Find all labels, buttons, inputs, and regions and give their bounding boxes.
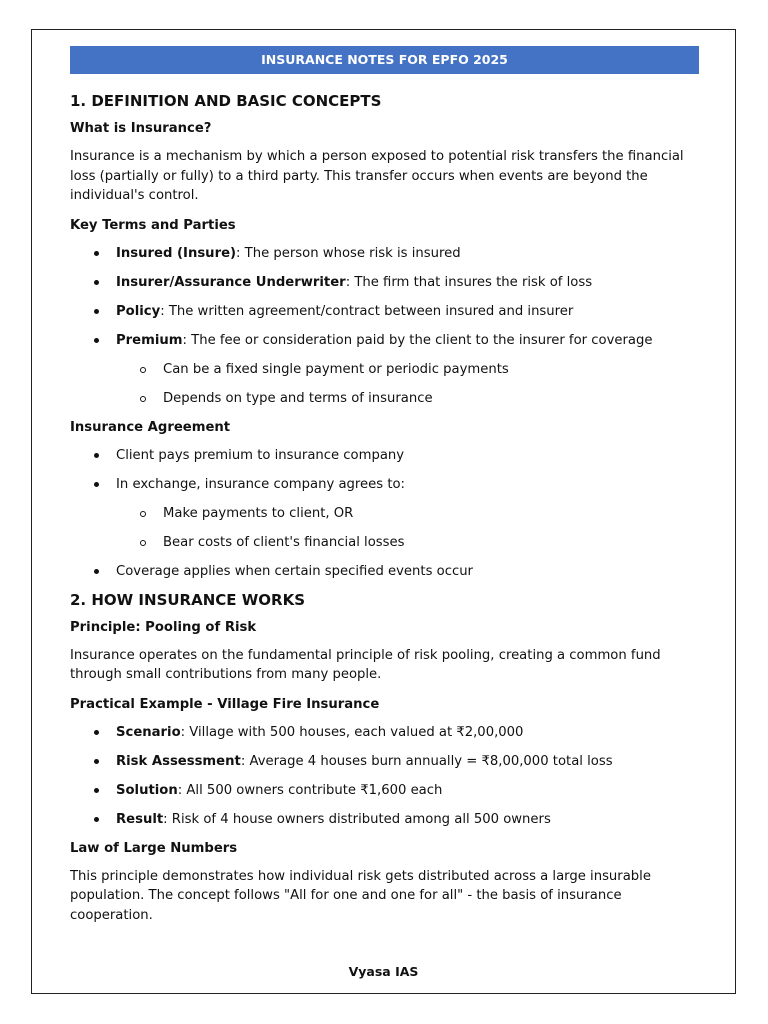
- term-description: : Average 4 houses burn annually = ₹8,00,000 total loss: [240, 753, 613, 769]
- what-is-insurance-subheading: What is Insurance?: [70, 121, 212, 136]
- term-description: : The person whose risk is insured: [236, 245, 461, 261]
- list-item: In exchange, insurance company agrees to:: [70, 475, 700, 495]
- term-label: Insured (Insure): [116, 245, 237, 261]
- list-item: [70, 752, 700, 772]
- list-item: [70, 244, 700, 264]
- example-list: [70, 723, 700, 830]
- list-item: [70, 302, 700, 322]
- list-item: [70, 723, 700, 743]
- term-description: : The firm that insures the risk of loss: [345, 274, 593, 290]
- term-label: Policy: [116, 303, 161, 319]
- list-item: [70, 331, 700, 351]
- sub-list-item: Bear costs of client's financial losses: [70, 533, 700, 553]
- sub-list-item: Depends on type and terms of insurance: [70, 389, 700, 409]
- term-label: Result: [116, 811, 164, 827]
- list-item: [70, 781, 700, 801]
- footer-text: Vyasa IAS: [348, 964, 419, 979]
- example-subheading: Practical Example - Village Fire Insurance: [70, 696, 380, 712]
- term-label: Scenario: [116, 724, 181, 740]
- pooling-paragraph: Insurance operates on the fundamental principle of risk pooling, creating a common fund through small contributions from many people.: [70, 647, 661, 682]
- term-description: : The fee or consideration paid by the client to the insurer for coverage: [182, 332, 653, 348]
- insurance-agreement-list: [70, 446, 700, 582]
- document-content: [70, 86, 700, 935]
- page-frame: [31, 29, 736, 994]
- insurance-agreement-subheading: Insurance Agreement: [70, 419, 231, 435]
- term-description: : All 500 owners contribute ₹1,600 each: [177, 782, 443, 798]
- list-item: [70, 810, 700, 830]
- section-2-heading: 2. HOW INSURANCE WORKS: [70, 590, 306, 609]
- pooling-subheading: Principle: Pooling of Risk: [70, 619, 257, 635]
- term-description: : Risk of 4 house owners distributed among all 500 owners: [163, 811, 551, 827]
- sub-list-item: Can be a fixed single payment or periodic payments: [70, 360, 700, 380]
- term-label: Solution: [116, 782, 178, 798]
- term-label: Premium: [116, 332, 183, 348]
- list-item: Client pays premium to insurance company: [70, 446, 700, 466]
- what-is-insurance-paragraph: Insurance is a mechanism by which a person exposed to potential risk transfers the financial loss (partially or fully) to a third party. This transfer occurs when events are beyond the individual's control.: [70, 149, 684, 203]
- key-terms-list: [70, 244, 700, 409]
- key-terms-subheading: Key Terms and Parties: [70, 217, 236, 233]
- large-numbers-subheading: Law of Large Numbers: [70, 840, 238, 856]
- large-numbers-paragraph: This principle demonstrates how individual risk gets distributed across a large insurable population. The concept follows "All for one and one for all" - the basis of insurance cooperation.: [70, 868, 651, 923]
- sub-list-item: Make payments to client, OR: [70, 504, 700, 524]
- term-description: : The written agreement/contract between insured and insurer: [160, 303, 574, 319]
- term-label: Insurer/Assurance Underwriter: [116, 274, 346, 290]
- list-item: Coverage applies when certain specified events occur: [70, 562, 700, 582]
- term-description: : Village with 500 houses, each valued at ₹2,00,000: [180, 724, 524, 740]
- term-label: Risk Assessment: [116, 753, 241, 769]
- section-1-heading: 1. DEFINITION AND BASIC CONCEPTS: [70, 92, 382, 110]
- banner-title: INSURANCE NOTES FOR EPFO 2025: [70, 46, 699, 74]
- list-item: [70, 273, 700, 293]
